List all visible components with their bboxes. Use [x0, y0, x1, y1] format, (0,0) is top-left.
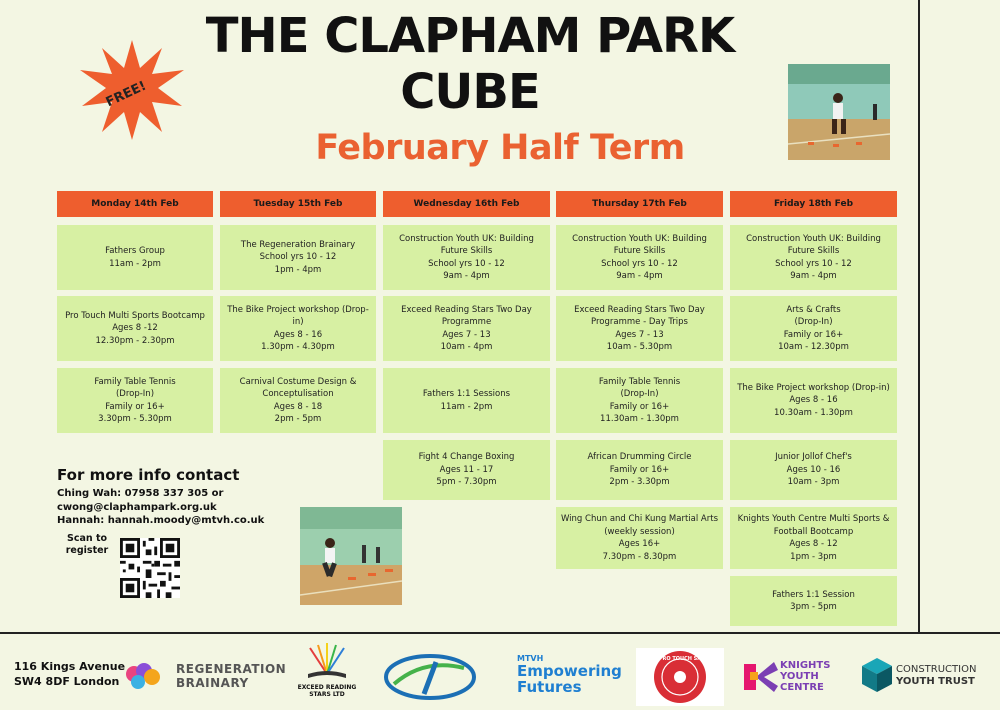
session-cell: Fathers 1:1 Session 3pm - 5pm: [730, 576, 897, 626]
session-cell: Construction Youth UK: Building Future Skills School yrs 10 - 12 9am - 4pm: [556, 225, 723, 290]
session-cell: The Regeneration Brainary School yrs 10 - 12 1pm - 4pm: [220, 225, 376, 290]
cube-icon: [862, 658, 892, 692]
session-cell: Arts & Crafts (Drop-In) Family or 16+ 10am - 12.30pm: [730, 296, 897, 361]
poster-subtitle: February Half Term: [315, 128, 685, 168]
session-cell: Wing Chun and Chi Kung Martial Arts (weekly session) Ages 16+ 7.30pm - 8.30pm: [556, 507, 723, 569]
session-cell: Construction Youth UK: Building Future Skills School yrs 10 - 12 9am - 4pm: [730, 225, 897, 290]
contact-email[interactable]: cwong@claphampark.org.uk: [57, 501, 217, 513]
session-cell: The Bike Project workshop (Drop-in) Ages 8 - 16 10.30am - 1.30pm: [730, 368, 897, 433]
logo-regeneration-brainary: REGENERATION BRAINARY: [124, 660, 284, 692]
book-stars-icon: [302, 642, 352, 680]
contact-line: Ching Wah: 07958 337 305 or: [57, 488, 224, 499]
session-cell: Construction Youth UK: Building Future Skills School yrs 10 - 12 9am - 4pm: [383, 225, 550, 290]
logo-construction-youth-trust: CONSTRUCTION YOUTH TRUST: [862, 658, 996, 694]
session-cell: Family Table Tennis (Drop-In) Family or 16+ 3.30pm - 5.30pm: [57, 368, 213, 433]
free-starburst: [80, 40, 185, 140]
logo-mtvh-empowering-futures: MTVH Empowering Futures: [517, 654, 622, 696]
free-label: FREE!: [103, 78, 149, 111]
session-cell: The Bike Project workshop (Drop-in) Ages 8 - 16 1.30pm - 4.30pm: [220, 296, 376, 361]
brain-icon: [124, 662, 162, 692]
session-cell: Exceed Reading Stars Two Day Programme - Day Trips Ages 7 - 13 10am - 5.30pm: [556, 296, 723, 361]
logo-pro-touch: PRO TOUCH SA: [636, 648, 724, 706]
session-cell: African Drumming Circle Family or 16+ 2pm - 3.30pm: [556, 440, 723, 500]
logo-exceed-reading-stars: EXCEED READING STARS LTD: [296, 642, 358, 704]
day-header-thursday: Thursday 17th Feb: [556, 191, 723, 217]
day-header-tuesday: Tuesday 15th Feb: [220, 191, 376, 217]
scan-label: Scan to register: [65, 533, 109, 556]
photo-sports-hall: [788, 64, 890, 160]
qr-code[interactable]: [120, 538, 180, 598]
divider-vertical: [918, 0, 920, 632]
photo-hurdles: [300, 507, 402, 605]
session-cell: Pro Touch Multi Sports Bootcamp Ages 8 -12 12.30pm - 2.30pm: [57, 296, 213, 361]
session-cell: Knights Youth Centre Multi Sports & Football Bootcamp Ages 8 - 12 1pm - 3pm: [730, 507, 897, 569]
session-cell: Fathers 1:1 Sessions 11am - 2pm: [383, 368, 550, 433]
contact-line[interactable]: Hannah: hannah.moody@mtvh.co.uk: [57, 515, 265, 526]
session-cell: Junior Jollof Chef's Ages 10 - 16 10am - 3pm: [730, 440, 897, 500]
logo-knights-youth-centre: KNIGHTS YOUTH CENTRE: [744, 658, 844, 696]
contact-block: [57, 466, 317, 528]
swoosh-icon: [384, 654, 476, 700]
session-cell: Fight 4 Change Boxing Ages 11 - 17 5pm - 7.30pm: [383, 440, 550, 500]
session-cell: Fathers Group 11am - 2pm: [57, 225, 213, 290]
session-cell: Carnival Costume Design & Conceptulisation Ages 8 - 18 2pm - 5pm: [220, 368, 376, 433]
footer-address: 116 Kings Avenue SW4 8DF London: [14, 660, 126, 688]
divider-horizontal: [0, 632, 1000, 634]
knights-k-icon: [744, 660, 778, 694]
poster-title: THE CLAPHAM PARK CUBE: [205, 8, 735, 120]
session-cell: Family Table Tennis (Drop-In) Family or 16+ 11.30am - 1.30pm: [556, 368, 723, 433]
contact-heading: For more info contact: [57, 466, 240, 484]
day-header-monday: Monday 14th Feb: [57, 191, 213, 217]
day-header-wednesday: Wednesday 16th Feb: [383, 191, 550, 217]
day-header-friday: Friday 18th Feb: [730, 191, 897, 217]
logo-circle-swoosh: [384, 654, 476, 700]
session-cell: Exceed Reading Stars Two Day Programme Ages 7 - 13 10am - 4pm: [383, 296, 550, 361]
